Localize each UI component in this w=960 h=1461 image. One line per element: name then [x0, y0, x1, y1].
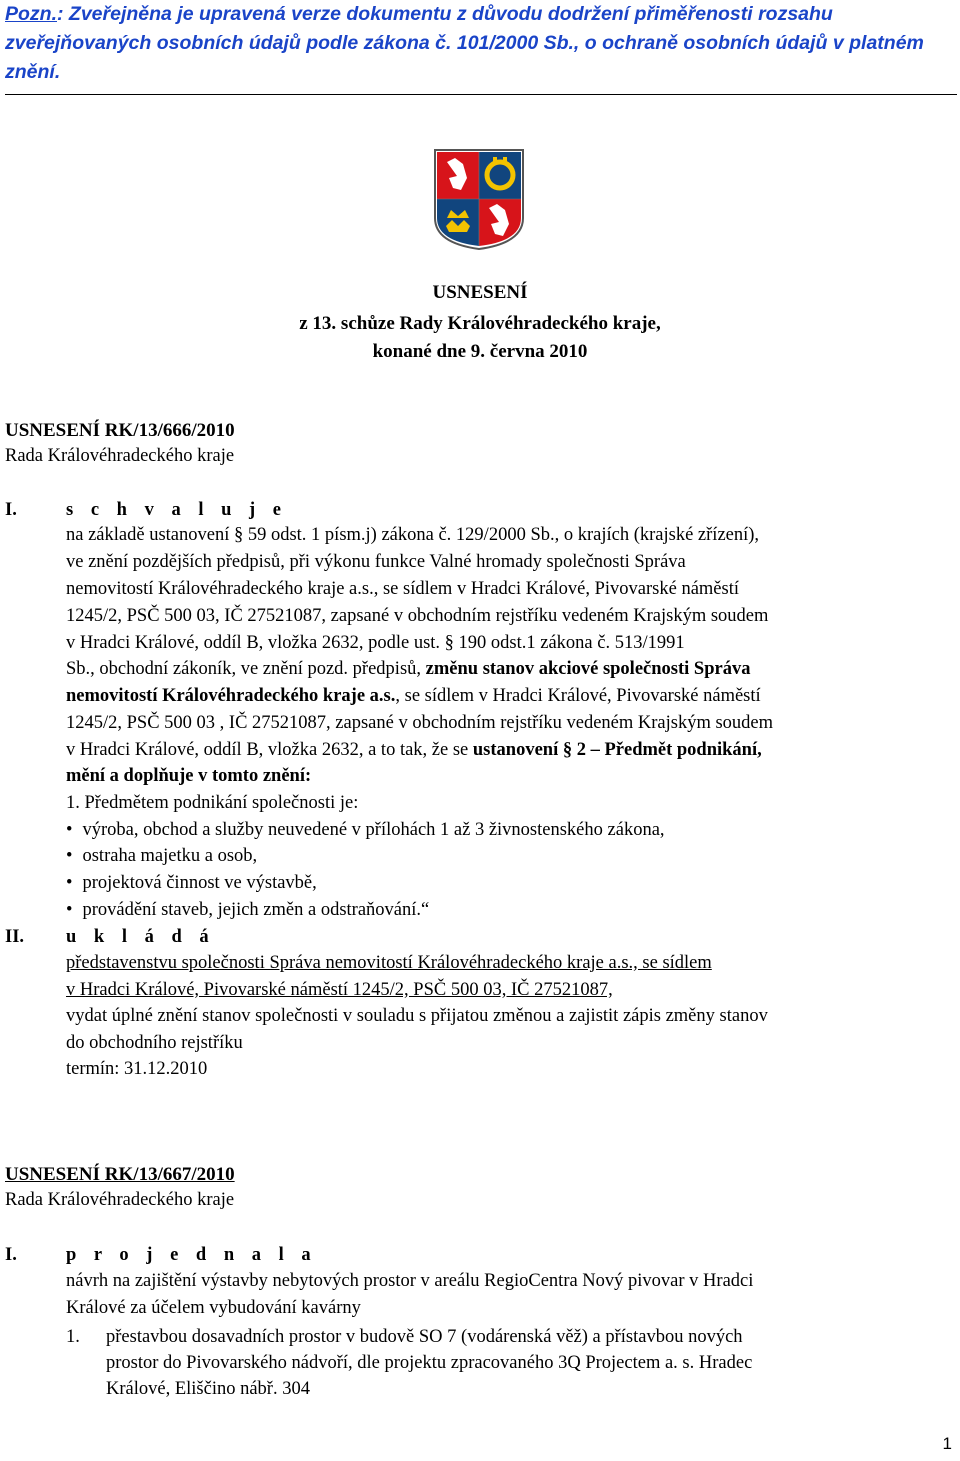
text-line: Králové za účelem vybudování kavárny	[66, 1298, 361, 1318]
resolution-2-body: Rada Královéhradeckého kraje	[5, 1190, 235, 1210]
text-line: 1245/2, PSČ 500 03 , IČ 27521087, zapsané v obchodním rejstříku vedeném Krajským soudem	[66, 713, 774, 733]
text-span: Sb., obchodní zákoník, ve znění pozd. předpisů,	[66, 659, 426, 679]
text-line: 1. Předmětem podnikání společnosti je:	[66, 793, 359, 813]
item-number: 1.	[66, 1327, 80, 1347]
text-line	[66, 686, 761, 707]
deadline: termín: 31.12.2010	[66, 1059, 208, 1079]
list-item: • výroba, obchod a služby neuvedené v přílohách 1 až 3 živnostenského zákona,	[66, 820, 665, 841]
text-line: na základě ustanovení § 59 odst. 1 písm.j) zákona č. 129/2000 Sb., o krajích (krajské zřízení),	[66, 525, 760, 545]
text-span: v Hradci Králové, oddíl B, vložka 2632, a to tak, že se	[66, 740, 473, 760]
text-line: návrh na zajištění výstavby nebytových prostor v areálu RegioCentra Nový pivovar v Hradci	[66, 1271, 754, 1291]
section-1-verb: p r o j e d n a l a	[66, 1245, 318, 1265]
document-title: USNESENÍ	[432, 282, 528, 303]
text-line: mění a doplňuje v tomto znění:	[66, 766, 312, 786]
text-line: prostor do Pivovarského nádvoří, dle projektu zpracovaného 3Q Projectem a. s. Hradec	[106, 1353, 753, 1373]
text-line: nemovitostí Královéhradeckého kraje a.s., se sídlem v Hradci Králové, Pivovarské náměstí	[66, 579, 739, 599]
text-line: ve znění pozdějších předpisů, při výkonu funkce Valné hromady společnosti Správa	[66, 552, 686, 572]
resolution-2-id: USNESENÍ RK/13/667/2010	[5, 1164, 235, 1185]
text-line: do obchodního rejstříku	[66, 1033, 243, 1053]
note-label: Pozn.	[5, 3, 57, 25]
note-text: : Zveřejněna je upravená verze dokumentu z důvodu dodržení přiměřenosti rozsahu zveřejňovaných osobních údajů podle zákona č. 101/2000 Sb., o ochraně osobních údajů v platném znění.	[5, 3, 924, 83]
bold-span: nemovitostí Královéhradeckého kraje a.s.	[66, 686, 396, 706]
text-line: přestavbou dosavadních prostor v budově SO 7 (vodárenská věž) a přístavbou nových	[106, 1327, 743, 1347]
text-line: 1245/2, PSČ 500 03, IČ 27521087, zapsané v obchodním rejstříku vedeném Krajským soudem	[66, 606, 769, 626]
section-2-verb: u k l á d á	[66, 927, 216, 947]
text-span: , se sídlem v Hradci Králové, Pivovarské náměstí	[395, 686, 761, 706]
resolution-1-body: Rada Královéhradeckého kraje	[5, 446, 235, 466]
resolution-1-id: USNESENÍ RK/13/666/2010	[5, 420, 235, 441]
section-1-number: I.	[5, 500, 17, 520]
page-number: 1	[942, 1434, 952, 1453]
bold-span: ustanovení § 2 – Předmět podnikání,	[472, 740, 762, 760]
bold-span: změnu stanov akciové společnosti Správa	[425, 659, 751, 679]
text-line	[66, 659, 750, 680]
section-2-number: II.	[5, 927, 25, 947]
list-item: • provádění staveb, jejich změn a odstraňování.“	[66, 900, 429, 921]
text-line: v Hradci Králové, Pivovarské náměstí 1245/2, PSČ 500 03, IČ 27521087,	[66, 980, 613, 1000]
list-item: • ostraha majetku a osob,	[66, 846, 257, 867]
coat-of-arms-icon	[433, 148, 525, 251]
date-line: konané dne 9. června 2010	[372, 341, 588, 362]
text-line: vydat úplné znění stanov společnosti v souladu s přijatou změnou a zajistit zápis změny stanov	[66, 1006, 768, 1026]
section-1-verb: s c h v a l u j e	[66, 500, 288, 520]
section-1-number: I.	[5, 1245, 17, 1265]
list-item: • projektová činnost ve výstavbě,	[66, 873, 317, 894]
text-line	[66, 740, 762, 761]
text-line: v Hradci Králové, oddíl B, vložka 2632, podle ust. § 190 odst.1 zákona č. 513/1991	[66, 633, 685, 653]
privacy-note	[5, 0, 955, 87]
text-line: Králové, Eliščino nábř. 304	[106, 1379, 310, 1399]
session-line: z 13. schůze Rady Královéhradeckého kraje,	[299, 313, 661, 334]
header-divider	[5, 94, 957, 95]
text-line: představenstvu společnosti Správa nemovitostí Královéhradeckého kraje a.s., se sídlem	[66, 953, 712, 973]
